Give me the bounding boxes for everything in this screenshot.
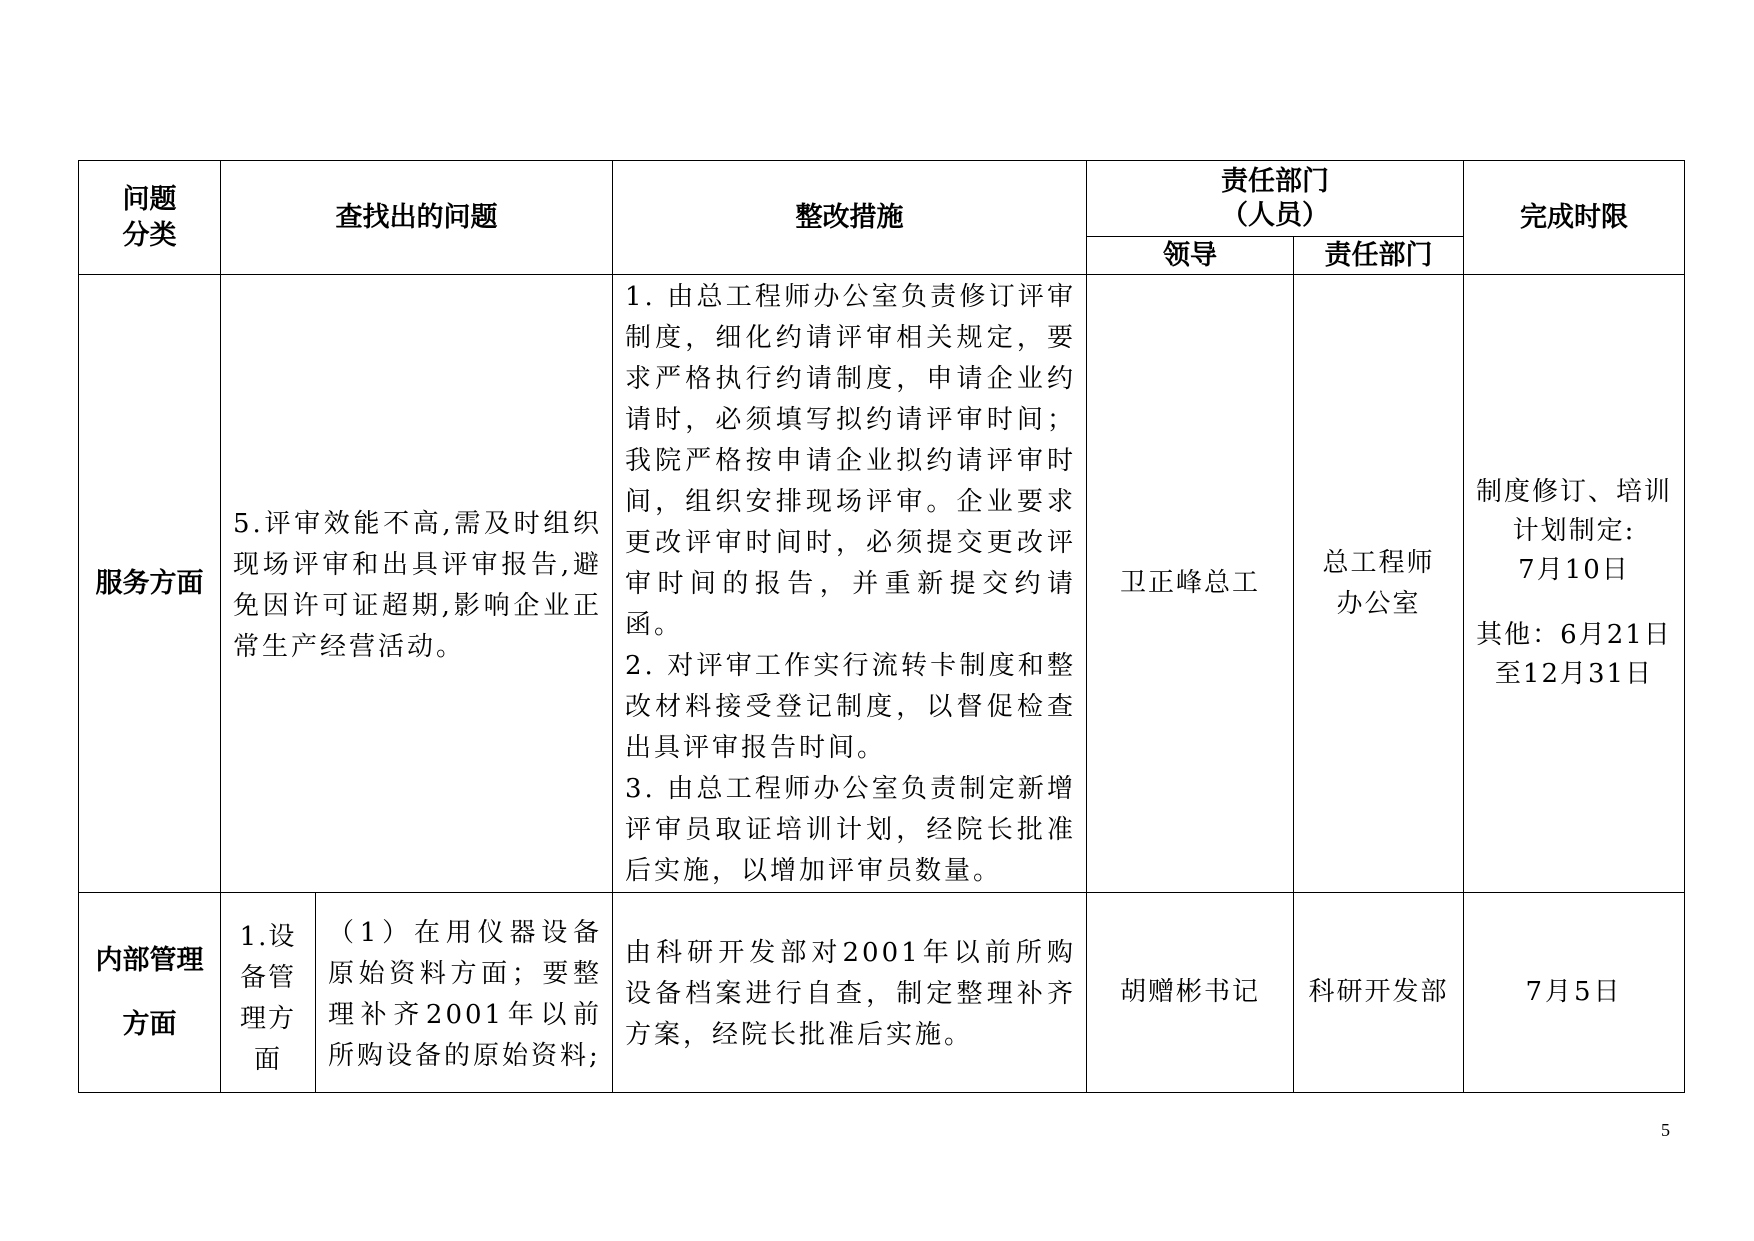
measures-cell (613, 275, 1087, 893)
deadline-cell (1464, 275, 1685, 893)
leader-name: 卫正峰总工 (1119, 568, 1260, 598)
deadline-text: 其他：6月21日至12月31日 (1476, 620, 1672, 689)
measures-cell (613, 893, 1087, 1093)
header-problems: 查找出的问题 (221, 161, 613, 275)
department-name: 科研开发部 (1308, 977, 1449, 1007)
problem-cell (316, 893, 613, 1093)
measure-item: 2. 对评审工作实行流转卡制度和整改材料接受登记制度，以督促检查出具评审报告时间。 (625, 651, 1076, 763)
row-category: 内部管理 方面 (79, 893, 221, 1093)
measure-item: 1. 由总工程师办公室负责修订评审制度，细化约请评审相关规定，要求严格执行约请制度，申请企业约请时，必须填写拟约请评审时间；我院严格按申请企业拟约请评审时间，组织安排现场评审。企业要求更改评审时间时，必须提交更改评审时间的报告，并重新提交约请函。 (625, 282, 1076, 640)
header-leader: 领导 (1087, 237, 1294, 275)
leader-name: 胡赠彬书记 (1119, 977, 1260, 1007)
problem-cell (221, 275, 613, 893)
sub-category-text: 1.设备管理方面 (239, 921, 297, 1075)
measure-item: 由科研开发部对2001年以前所购设备档案进行自查，制定整理补齐方案，经院长批准后实施。 (625, 938, 1076, 1050)
problem-text: 5.评审效能不高,需及时组织现场评审和出具评审报告,避免因许可证超期,影响企业正常生产经营活动。 (233, 508, 602, 662)
deadline-text: 7月5日 (1525, 977, 1623, 1007)
leader-cell (1087, 893, 1294, 1093)
leader-cell (1087, 275, 1294, 893)
row-category: 服务方面 (79, 275, 221, 893)
table-row (79, 275, 1685, 893)
department-cell (1294, 893, 1464, 1093)
header-deadline: 完成时限 (1464, 161, 1685, 275)
table-row (79, 893, 1685, 1093)
department-name: 总工程师 办公室 (1322, 547, 1435, 619)
header-department: 责任部门 (1294, 237, 1464, 275)
page-number: 5 (1661, 1120, 1670, 1140)
header-responsible: 责任部门 （人员） (1087, 161, 1464, 237)
measure-item: 3. 由总工程师办公室负责制定新增评审员取证培训计划，经院长批准后实施，以增加评审员数量。 (625, 774, 1076, 886)
sub-category-cell (221, 893, 316, 1093)
deadline-text: 制度修订、培训计划制定: 7月10日 (1475, 477, 1672, 585)
deadline-cell (1464, 893, 1685, 1093)
header-category: 问题 分类 (79, 161, 221, 275)
department-cell (1294, 275, 1464, 893)
header-measures: 整改措施 (613, 161, 1087, 275)
rectification-table (78, 160, 1685, 1093)
problem-text: （1）在用仪器设备原始资料方面；要整理补齐2001年以前所购设备的原始资料; (328, 917, 602, 1071)
